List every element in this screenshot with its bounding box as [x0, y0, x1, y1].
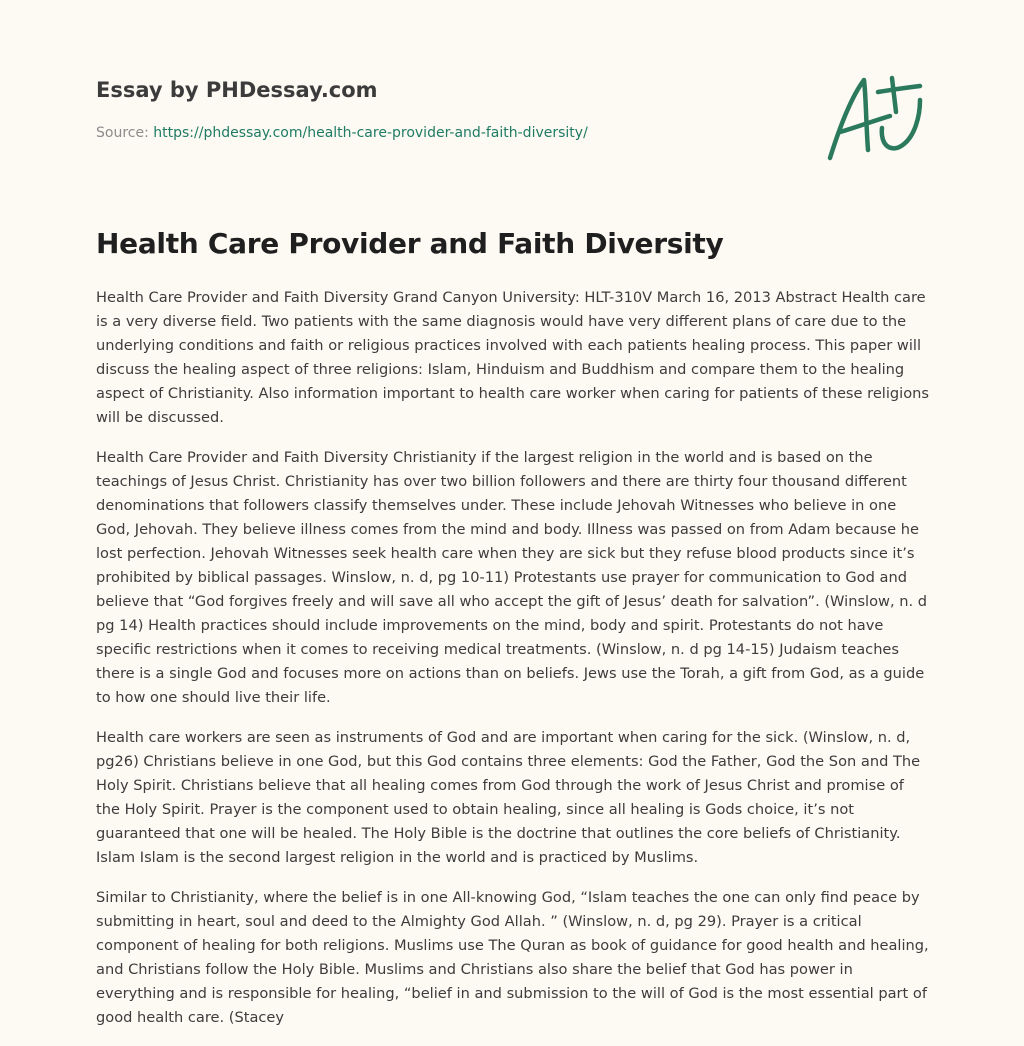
source-link[interactable]: https://phdessay.com/health-care-provider-and-faith-diversity/	[153, 125, 588, 141]
source-label: Source:	[96, 125, 154, 141]
essay-title: Health Care Provider and Faith Diversity	[96, 227, 724, 260]
a-plus-logo-icon	[820, 66, 932, 166]
essay-paragraph: Similar to Christianity, where the belief is in one All-knowing God, “Islam teaches the one can only find peace by submitting in heart, soul and deed to the Almighty God Allah. ” (Winslow, n. d, pg 29). Prayer is a critical component of healing for both religions. Muslims use The Quran as book of guidance for good health and healing, and Christians follow the Holy Bible. Muslims and Christians also share the belief that God has power in everything and is responsible for healing, “belief in and submission to the will of God is the most essential part of good health care. (Stacey	[96, 889, 929, 1026]
source-line	[96, 123, 928, 143]
essay-paragraph: Health care workers are seen as instruments of God and are important when caring for the sick. (Winslow, n. d, pg26) Christians believe in one God, but this God contains three elements: God the Father, God the Son and The Holy Spirit. Christians believe that all healing comes from God through the work of Jesus Christ and promise of the Holy Spirit. Prayer is the component used to obtain healing, since all healing is Gods choice, it’s not guaranteed that one will be healed. The Holy Bible is the doctrine that outlines the core beliefs of Christianity. Islam Islam is the second largest religion in the world and is practiced by Muslims.	[96, 729, 921, 866]
essay-header	[96, 72, 928, 143]
essay-paragraph: Health Care Provider and Faith Diversity Christianity if the largest religion in the world and is based on the teachings of Jesus Christ. Christianity has over two billion followers and there are thirty four thousand different denominations that followers classify themselves under. These include Jehovah Witnesses who believe in one God, Jehovah. They believe illness comes from the mind and body. Illness was passed on from Adam because he lost perfection. Jehovah Witnesses seek health care when they are sick but they refuse blood products since it’s prohibited by biblical passages. Winslow, n. d, pg 10-11) Protestants use prayer for communication to God and believe that “God forgives freely and will save all who accept the gift of Jesus’ death for salvation”. (Winslow, n. d pg 14) Health practices should include improvements on the mind, body and spirit. Protestants do not have specific restrictions when it comes to receiving medical treatments. (Winslow, n. d pg 14-15) Judaism teaches there is a single God and focuses more on actions than on beliefs. Jews use the Torah, a gift from God, as a guide to how one should live their life.	[96, 449, 928, 706]
site-title: Essay by PHDessay.com	[96, 78, 378, 102]
essay-paragraph: Health Care Provider and Faith Diversity Grand Canyon University: HLT-310V March 16, 2013 Abstract Health care is a very diverse field. Two patients with the same diagnosis would have very different plans of care due to the underlying conditions and faith or religious practices involved with each patients healing process. This paper will discuss the healing aspect of three religions: Islam, Hinduism and Buddhism and compare them to the healing aspect of Christianity. Also information important to health care worker when caring for patients of these religions will be discussed.	[96, 289, 930, 426]
essay-body	[96, 286, 932, 1046]
